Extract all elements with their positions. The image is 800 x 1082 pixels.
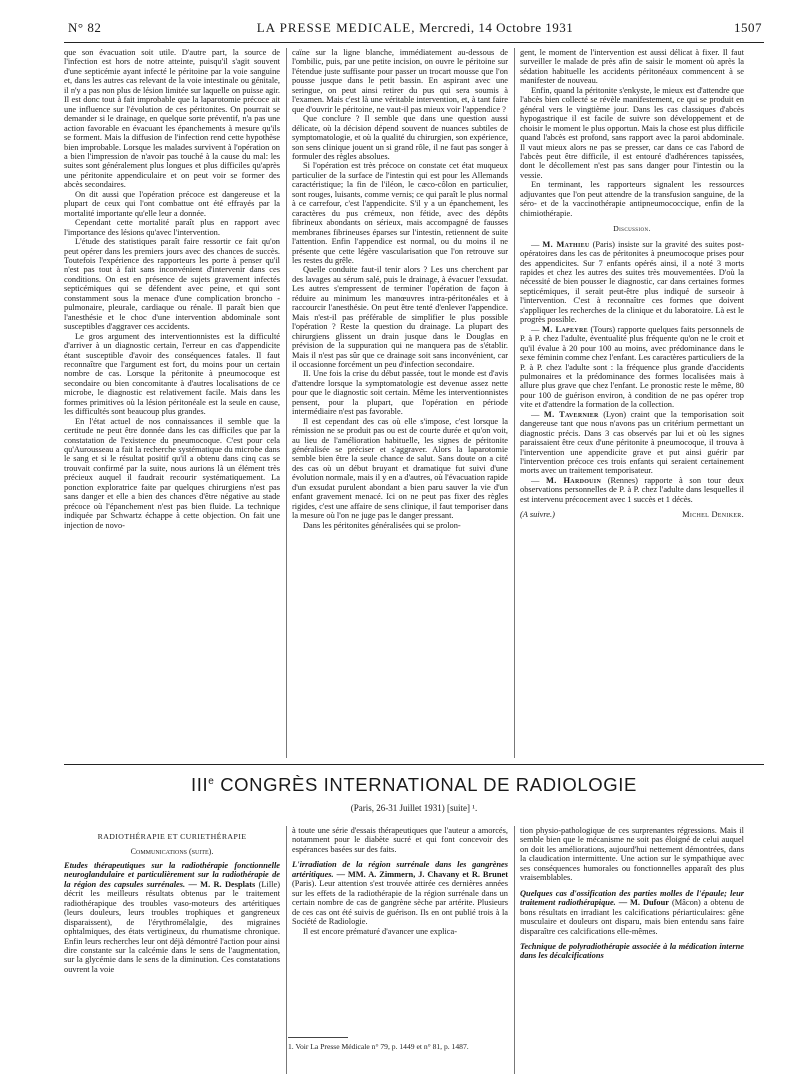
paragraph: Que conclure ? Il semble que dans une question aussi délicate, où la décision dépend souvent de nuances subtiles de symptomatologie, et où la qualité du chirurgien, son expérience, son sens clinique jouent un si grand rôle, il ne faut pas songer à formuler des règles absolues. [292,114,508,161]
to-follow-note: (A suivre.) [520,510,555,520]
article-footer [520,510,744,519]
subsection-title: Communications (suite). [130,847,214,857]
speaker-city: (Lyon) [603,409,627,419]
paragraph: tion physio-pathologique de ces surprenantes régressions. Mais il semble bien que le mécanisme ne soit pas éloigné de celui auquel on doit les améliorations, aujourd'hui nettement démontrées, dans la claudication intermittente. Une action sur le sympathique avec ses conséquences humorales ou fonctionnelles apparaît des plus vraisemblables. [520,826,744,883]
column-divider [514,48,515,758]
paragraph: que son évacuation soit utile. D'autre part, la source de l'infection est hors de notre atteinte, puisqu'il s'agit souvent d'une septicémie ayant infecté le péritoine par la voie sanguine et, dans les autres cas relevant de la voie intestinale ou génitale, il n'y a pas non plus de lésion limitée sur laquelle on puisse agir. Il est donc tout à fait improbable que la laparotomie précoce ait une influence sur l'évolution de ces péritonites. On pourrait se demander si le drainage, en quelque sorte préventif, n'a pas une action favorable en évacuant les épanchements à mesure qu'ils se forment. Mais la diffusion de l'infection rend cette hypothèse bien improbable. Lorsque les malades survivent à l'opération on a bien l'impression de n'avoir pas touché à la cause du mal: les suites sont généralement plus longues et plus difficiles qu'après une péritonite appendiculaire et on peut voir se former des abcès secondaires. [64,48,280,190]
section-rule [64,764,764,765]
communication-author: — M. R. Desplats [188,879,256,889]
section-title: RADIOTHÉRAPIE ET CURIETHÉRAPIE [97,832,247,841]
communication-text: Leur attention s'est trouvée attirée ces dernières années sur les effets de la radiothérapie de la région surrénale dans un certain nombre de cas de gangrène sèche par artérite. Plusieurs de ces cas ont été suivis de guérison. Ils en ont publié trois à la Société de Radiologie. [292,879,508,927]
communication-heading: Technique de polyradiothérapie associée à la médication interne dans les décalcifications [520,941,744,961]
communication-heading: L'irradiation de la région surrénale dans les gangrènes artéritiques. [292,860,508,879]
discussion-entry: — M. Lapeyre (Tours) rapporte quelques faits personnels de P. à P. chez l'adulte, éventualité plus fréquente qu'on ne le croit et qu'il évalue à 20 pour 100 au moins, avec prédominance dans le sexe féminin comme chez l'enfant. Les caractères particuliers de la P. à P. chez l'adulte sont : la fréquence plus grande d'accidents pulmonaires et la prédominance des formes localisées mais à allure plus grave que chez l'enfant. Le pronostic reste le même, 80 pour 100 de guérison environ, à condition de ne pas opérer trop vite et d'attendre la formation de la collection. [520,324,744,410]
author-signature: Michel Deniker. [682,510,744,520]
communication-city: (Paris). [292,879,317,889]
communication-heading: Quelques cas d'ossification des parties molles de l'épaule; leur traitement radiothérapique. [520,888,744,908]
title-superscript: e [208,775,215,787]
publication-date: Mercredi, 14 Octobre 1931 [419,20,574,35]
publication-title [68,20,762,36]
speaker-name: M. Hardouin [545,475,602,485]
column-divider [514,826,515,1074]
publication-name: LA PRESSE MEDICALE, [256,20,416,35]
column-divider [286,48,287,758]
column-divider [286,826,287,1074]
paragraph: En terminant, les rapporteurs signalent les ressources adjuvantes que l'on peut attendre de la transfusion sanguine, de la séro- et de la vaccinothérapie antipneumococcique, enfin de la chimiothérapie. [520,180,744,218]
page-number: 1507 [734,20,762,35]
paragraph: Dans les péritonites généralisées qui se prolon- [303,520,461,530]
speaker-city: (Rennes) [607,475,638,485]
bottom-column-3 [520,826,744,1076]
title-rest: CONGRÈS INTERNATIONAL DE RADIOLOGIE [214,774,637,795]
congress-title [64,774,764,796]
top-column-3 [520,48,744,760]
paragraph: Le gros argument des interventionnistes est la difficulté d'arriver à un diagnostic certain, l'erreur en cas d'appendicite étant susceptible d'avoir des conséquences fatales. Il faut reconnaître que l'argument est fort, du moins pour un certain nombre de cas. Lorsque la péritonite à pneumocoque est secondaire ou bien concomitante à d'autres localisations de ce microbe, le diagnostic est relativement facile. Mais dans les formes primitives où la lésion péritonéale est la seule en cause, les difficultés sont beaucoup plus grandes. [64,331,280,417]
bottom-column-2 [292,826,508,1032]
communication [64,861,280,974]
communication-city: (Lille) [258,879,280,889]
paragraph: gent, le moment de l'intervention est aussi délicat à fixer. Il faut surveiller le malade de près afin de saisir le moment où après la sédation habituelle les accidents péritonéaux commencent à se manifester de nouveau. [520,48,744,86]
communication-text: a obtenu de bons résultats en irradiant les calcifications périarticulaires: gêne musculaire et douleurs ont disparu, mais bien entendu sans faire disparaître ces calcifications elle-mêmes. [520,898,744,936]
footnote-rule [288,1037,348,1038]
issue-number: N° 82 [68,20,102,35]
entry-text: rapporte à son tour deux observations personnelles de P. à P. chez l'adulte dans lesquelles il est intervenu précocement avec 1 succès et 1 décès. [520,475,744,504]
paragraph: à toute une série d'essais thérapeutiques que l'auteur a amorcés, notamment pour le diabète sucré et qui font concevoir des espérances basées sur des faits. [292,826,508,854]
paragraph: On dit aussi que l'opération précoce est dangereuse et la plupart de ceux qui l'ont combattue ont été effrayés par la mortalité importante qu'elle leur a donnée. [64,189,280,218]
paragraph: Quelle conduite faut-il tenir alors ? Les uns cherchent par des lavages au sérum salé, puis le drainage, à évacuer l'exsudat. Les autres s'empressent de terminer l'opération de façon à réduire au minimum les manœuvres intra-péritonéales et à raccourcir l'anesthésie. On peut être tenté d'enlever l'appendice. Mais n'est-il pas préférable de simplifier le plus possible l'opération ? Reste la question du drainage. La plupart des chirurgiens glissent un drain jusque dans le Douglas en prévision de la suppuration qui ne manquera pas de s'établir. Mais il n'est pas sûr que ce drainage soit sans inconvénient, car il occasionne forcément un peu d'infection secondaire. [292,265,508,369]
discussion-entry: — M. Hardouin (Rennes) rapporte à son tour deux observations personnelles de P. à P. chez l'adulte dans lesquelles il est intervenu précocement avec 1 succès et 1 décès. [520,475,744,504]
top-column-2 [292,48,508,760]
speaker-name: M. Mathieu [542,239,590,249]
communication-author: — MM. A. Zimmern, J. Chavany et R. Brunet [336,869,508,879]
discussion-title: Discussion. [613,224,651,234]
paragraph: En l'état actuel de nos connaissances il semble que la certitude ne peut être donnée dans les cas difficiles que par la constatation de l'existence du pneumocoque. C'est pour cela qu'Aurousseau a fait la recherche systématique du microbe dans le sang et si le résultat positif qu'il a obtenu dans cinq cas se trouvait confirmé par la suite, nous aurions là un élément très précieux auquel il faudrait recourir systématiquement. La ponction exploratrice faite par quelques chirurgiens n'est pas sans danger et elle a bien des chances d'être négative au stade précoce où l'épanchement n'est pas bien fluide. La technique indiquée par Schwartz échappe à cette objection. On fait une injection de novo- [64,416,280,530]
communication [520,942,744,961]
discussion-entry: — M. Mathieu (Paris) insiste sur la gravité des suites post-opératoires dans les cas de péritonites à pneumocoque prises pour des appendicites. Sur 7 enfants opérés ainsi, il a noté 3 morts rapides et chez les autres des suites très mouvementées. D'où la nécessité de bien pousser le diagnostic, car dans certaines formes septicémiques, il serait peut-être plus indiqué de surseoir à l'intervention. C'est à reconnaître ces formes que doivent s'appliquer les recherches de la clinique et du laboratoire. Là est le progrès possible. [520,239,744,325]
footnote: 1. Voir La Presse Médicale n° 79, p. 1449 et n° 81, p. 1487. [288,1042,469,1051]
paragraph: Si l'opération est très précoce on constate cet état muqueux particulier de la surface de l'intestin qui est pour les Allemands caractéristique; la fin de l'iléon, le cæco-côlon en particulier, sont rouges, luisants, comme vernis; ce qui paraît le plus normal à ce carrefour, c'est l'appendicite. S'il y a un épanchement, les caractères du pus crémeux, non fétide, avec des dépôts fibrineux abondants on sérieux, mais accompagné de fausses membranes fibrineuses éparses sur l'intestin, retiennent de suite l'attention. Enfin l'appendice est normal, ou du moins il ne présente que cette légère vascularisation que l'on retrouve sur les restes du grêle. [292,161,508,265]
paragraph: II. Une fois la crise du début passée, tout le monde est d'avis d'attendre lorsque la symptomatologie est devenue assez nette pour que le diagnostic soit certain. Même les interventionnistes pensent, pour la plupart, que l'opération en période intermédiaire n'est pas favorable. [292,369,508,417]
communication-author: — M. Dufour [618,898,669,908]
communication-heading: Etudes thérapeutiques sur la radiothérapie fonctionnelle neuroglandulaire et particulièrement sur la radiothérapie de la région des capsules surrénales. [64,860,280,889]
speaker-name: M. Lapeyre [542,324,588,334]
paragraph: Il est cependant des cas où elle s'impose, c'est lorsque la rémission ne se produit pas ou est de courte durée et qu'on voit, au lieu de l'amélioration habituelle, les signes de péritonite généralisée se préciser et s'aggraver. Alors la laparotomie semble bien être la seule chance de salut. Sans doute on a cité des cas où un début bruyant et dramatique fut suivi d'une évolution normale, mais il y en a d'autres, où l'évacuation rapide d'un exsudat purulent abondant a bien paru sauver la vie d'un enfant gravement menacé. Ici on ne peut pas fixer des règles rigides, c'est une affaire de sens clinique, il faut temporiser dans la mesure où l'on ne juge pas le danger pressant. [292,416,508,521]
speaker-city: (Paris) [592,239,615,249]
header-rule [64,42,764,43]
paragraph: Enfin, quand la péritonite s'enkyste, le mieux est d'attendre que l'abcès bien collecté se révèle manifestement, ce qui se produit en général vers le vingtième jour. Dans les cas classiques d'abcès hypogastrique il est facile de suivre son développement et de choisir le moment le plus opportun. Mais la chose est plus difficile quand l'abcès est profond, sans rapport avec la paroi abdominale. Il vaut mieux alors ne pas se presser, car dans ce cas l'abord de l'abcès peut être difficile, il est entouré d'adhérences tapissées, dont le décollement n'est pas sans danger pour l'intestin ou la vessie. [520,85,744,180]
speaker-city: (Tours) [590,324,616,334]
paragraph: Il est encore prématuré d'avancer une explica- [303,926,458,936]
page-header [68,20,762,40]
paragraph: caïne sur la ligne blanche, immédiatement au-dessous de l'ombilic, puis, par une petite incision, on ouvre le péritoine sur l'étendue juste suffisante pour passer un trocart mousse que l'on pousse jusque dans le petit bassin. En aspirant avec une seringue, on peut ainsi retirer du pus qui sera soumis à l'examen. Mais c'est là une véritable intervention, et, à tant faire que d'ouvrir le péritoine, ne vaut-il pas mieux voir l'appendice ? [292,48,508,114]
congress-subtitle: (Paris, 26-31 Juillet 1931) [suite] ¹. [350,803,478,813]
discussion-entry: — M. Tavernier (Lyon) craint que la temporisation soit dangereuse tant que nous n'avons pas un critérium permettant un diagnostic précis. Dans 3 cas observés par lui et où les signes paraissaient être ceux d'une péritonite à pneumocoque, il trouva à l'intervention une appendicite grave et put ainsi guérir par l'intervention précoce ces trois enfants qui seraient certainement morts avec un traitement temporisateur. [520,409,744,476]
speaker-name: M. Tavernier [543,409,599,419]
paragraph: Cependant cette mortalité paraît plus en rapport avec l'importance des lésions qu'avec l'intervention. [64,218,280,237]
entry-text: insiste sur la gravité des suites post-opératoires dans les cas de péritonites à pneumocoque prises pour des appendicites. Sur 7 enfants opérés ainsi, il a noté 3 morts rapides et chez les autres des suites très mouvementées. D'où la nécessité de bien pousser le diagnostic, car dans certaines formes septicémiques, il serait peut-être plus indiqué de surseoir à l'intervention. C'est à reconnaître ces formes que doivent s'appliquer les recherches de la clinique et du laboratoire. Là est le progrès possible. [520,239,744,325]
title-prefix: III [191,774,209,795]
communication [520,889,744,936]
entry-text: craint que la temporisation soit dangereuse tant que nous n'avons pas un critérium permettant un diagnostic précis. Dans 3 cas observés par lui et où les signes paraissaient être ceux d'une péritonite à pneumocoque, il trouva à l'intervention une appendicite grave et put ainsi guérir par l'intervention précoce ces trois enfants qui seraient certainement morts avec un traitement temporisateur. [520,409,744,476]
communication [292,860,508,926]
communication-city: (Mâcon) [671,898,701,908]
bottom-column-1 [64,826,280,1076]
paragraph: L'étude des statistiques paraît faire ressortir ce fait qu'on peut opérer dans les premiers jours avec des chances de succès. Toutefois l'expérience des rapporteurs les porte à penser qu'il n'est pas tout à fait sans inconvénient d'intervenir dans ces conditions. On est en présence de sujets gravement infectés septicémiques qui se défendent avec peine, et qui sont constamment sous la menace d'une complication broncho - pulmonaire, pleurale, cardiaque ou rénale. Il paraît bien que l'anesthésie et le choc d'une intervention abdominale sont susceptibles d'aggraver ces accidents. [64,237,280,332]
communication-text: décrit les meilleurs résultats obtenus par le traitement radiothérapique des troubles vaso-moteurs des artéritiques (leurs douleurs, leurs troubles trophiques et gangreneux disparaissent), de l'érythromélalgie, des migraines ophtalmiques, des états vertigineux, du rhumatisme chronique. Enfin leurs recherches leur ont déjà démontré l'action pour ainsi dire constante sur la calcémie dans le sens de l'augmentation, sur la glycémie dans le sens de la diminution. Ces constatations ouvrent la voie [64,889,280,974]
entry-text: rapporte quelques faits personnels de P. à P. chez l'adulte, éventualité plus fréquente qu'on ne le croit et qu'il évalue à 20 pour 100 au moins, avec prédominance dans le sexe féminin comme chez l'enfant. Les caractères particuliers de la P. à P. chez l'adulte sont : la fréquence plus grande d'accidents pulmonaires et la prédominance des formes localisées mais à allure plus grave que chez l'enfant. Le pronostic reste le même, 80 pour 100 de guérison environ, à condition de ne pas opérer trop vite et d'attendre la formation de la collection. [520,324,744,410]
top-column-1 [64,48,280,760]
